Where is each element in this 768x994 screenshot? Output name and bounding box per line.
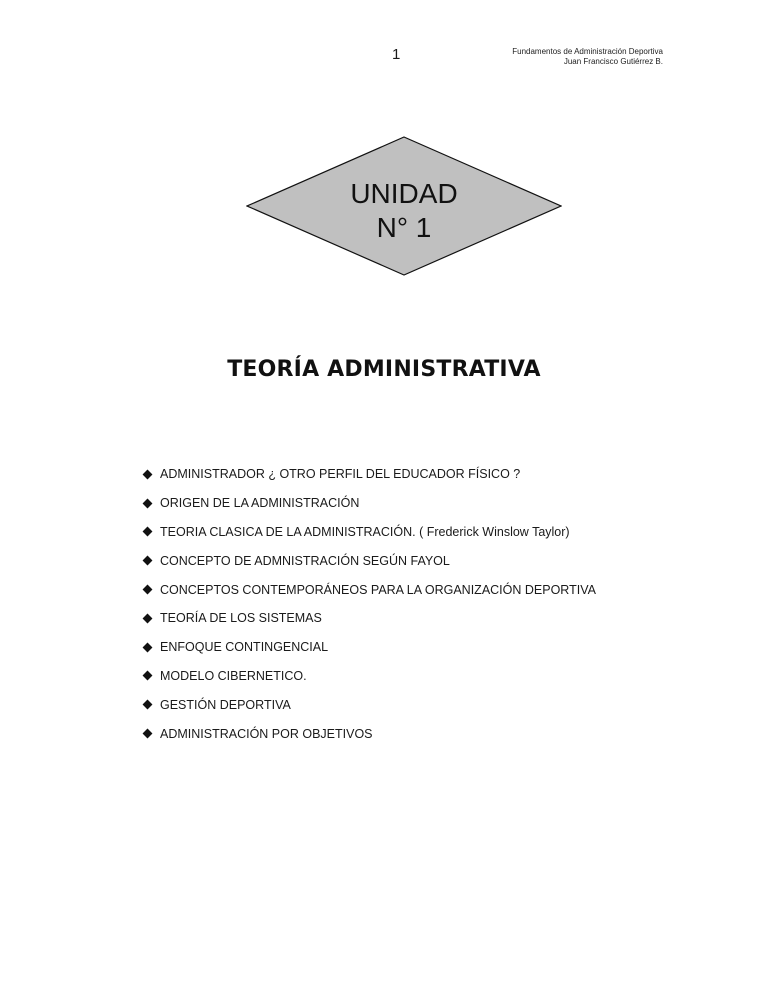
- unit-diamond: [246, 136, 562, 276]
- topic-item: [143, 518, 596, 547]
- diamond-bullet-icon: [143, 729, 153, 739]
- topic-text: GESTIÓN DEPORTIVA: [160, 697, 291, 712]
- topic-item: [143, 662, 596, 691]
- diamond-bullet-icon: [143, 498, 153, 508]
- topic-item: [143, 633, 596, 662]
- diamond-bullet-icon: [143, 700, 153, 710]
- topic-text: ADMINISTRACIÓN POR OBJETIVOS: [160, 726, 373, 741]
- unit-label: UNIDAD: [350, 178, 458, 209]
- page-title: TEORÍA ADMINISTRATIVA: [227, 357, 541, 382]
- running-header-author: Juan Francisco Gutiérrez B.: [563, 57, 663, 66]
- topic-text: ENFOQUE CONTINGENCIAL: [160, 640, 329, 655]
- topic-text: CONCEPTO DE ADMNISTRACIÓN SEGÚN FAYOL: [160, 553, 450, 568]
- topic-text: TEORIA CLASICA DE LA ADMINISTRACIÓN. ( Frederick Winslow Taylor): [160, 524, 570, 539]
- running-header-title: Fundamentos de Administración Deportiva: [512, 47, 663, 56]
- diamond-bullet-icon: [143, 613, 153, 623]
- topic-item: [143, 546, 596, 575]
- diamond-bullet-icon: [143, 469, 153, 479]
- running-header: [512, 47, 663, 67]
- unit-number: N° 1: [376, 212, 432, 243]
- topic-item: [143, 690, 596, 719]
- topic-item: [143, 489, 596, 518]
- topic-text: MODELO CIBERNETICO.: [160, 668, 307, 683]
- topic-text: ORIGEN DE LA ADMINISTRACIÓN: [160, 496, 360, 511]
- topic-item: [143, 719, 596, 748]
- topic-item: [143, 604, 596, 633]
- page-number: 1: [392, 46, 401, 63]
- topic-text: ADMINISTRADOR ¿ OTRO PERFIL DEL EDUCADOR FÍSICO ?: [160, 467, 521, 482]
- topic-text: TEORÍA DE LOS SISTEMAS: [160, 611, 322, 626]
- topic-list: [143, 460, 596, 748]
- diamond-bullet-icon: [143, 556, 153, 566]
- diamond-bullet-icon: [143, 642, 153, 652]
- topic-item: [143, 575, 596, 604]
- diamond-bullet-icon: [143, 585, 153, 595]
- topic-item: [143, 460, 596, 489]
- diamond-bullet-icon: [143, 527, 153, 537]
- diamond-bullet-icon: [143, 671, 153, 681]
- topic-text: CONCEPTOS CONTEMPORÁNEOS PARA LA ORGANIZACIÓN DEPORTIVA: [160, 582, 596, 597]
